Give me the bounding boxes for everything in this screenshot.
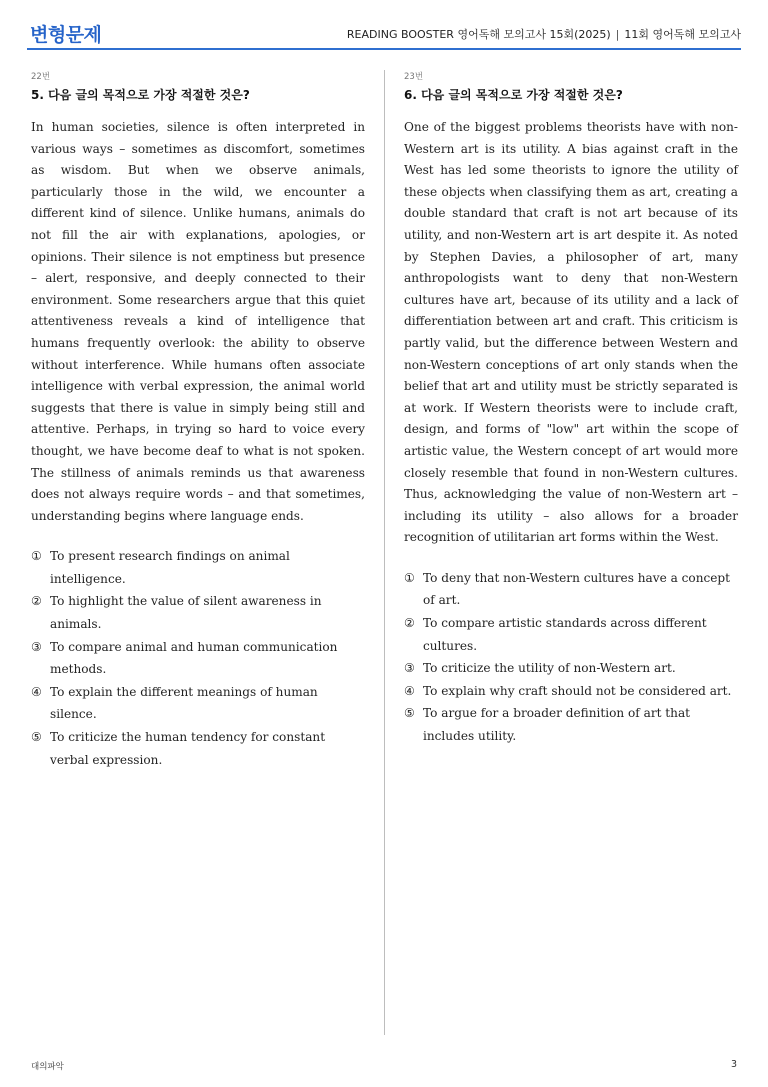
question-passage: One of the biggest problems theorists have with non-Western art is its utility. A bias against craft in the West has led some theorists to ignore the utility of these objects when classifying them as art, creating a double standard that craft is not art because of its utility, and non-Western art is art despite it. As noted by Stephen Davies, a philosopher of art, many anthropologists want to deny that non-Western cultures have art, because of its utility and a lack of differentiation between art and craft. This criticism is partly valid, but the difference between Western and non-Western conceptions of art only stands when the belief that art and utility must be strictly separated is at work. If Western theorists were to include craft, design, and forms of "low" art within the scope of artistic value, the Western concept of art would more closely resemble that found in non-Western cultures. Thus, acknowledging the value of non-Western art – including its utility – also allows for a broader recognition of utilitarian art forms within the West. xyxy=(404,120,738,545)
answer-option[interactable] xyxy=(404,567,738,612)
answer-options xyxy=(404,567,738,748)
option-mark: ③ xyxy=(31,639,42,654)
option-mark: ③ xyxy=(404,661,415,676)
option-mark: ⑤ xyxy=(404,706,415,721)
option-text: To present research findings on animal intelligence. xyxy=(50,549,290,586)
brand-title: 변형문제 xyxy=(30,24,102,46)
option-mark: ① xyxy=(404,570,415,585)
header-separator: | xyxy=(615,28,620,41)
option-mark: ① xyxy=(31,549,42,564)
footer-category: 대의파악 xyxy=(31,1062,64,1072)
option-text: To deny that non-Western cultures have a concept of art. xyxy=(423,570,731,608)
answer-option[interactable] xyxy=(31,590,365,635)
question-number-label: 23번 xyxy=(404,72,424,82)
question-block-1 xyxy=(31,70,365,771)
option-text: To explain the different meanings of human silence. xyxy=(50,684,318,722)
question-block-2 xyxy=(404,70,738,748)
page-number: 3 xyxy=(730,1059,737,1070)
option-mark: ② xyxy=(31,594,42,609)
option-text: To compare animal and human communication methods. xyxy=(50,639,338,677)
answer-option[interactable] xyxy=(31,545,365,590)
book-info xyxy=(347,26,741,42)
answer-option[interactable] xyxy=(31,681,365,726)
option-mark: ④ xyxy=(31,684,42,699)
book-title: READING BOOSTER 영어독해 모의고사 15회(2025) xyxy=(346,28,611,41)
option-text: To highlight the value of silent awareness in animals. xyxy=(50,594,322,632)
question-number-label: 22번 xyxy=(31,72,51,82)
answer-option[interactable] xyxy=(404,657,738,680)
test-label: 11회 영어독해 모의고사 xyxy=(624,28,741,41)
option-mark: ② xyxy=(404,616,415,631)
question-passage: In human societies, silence is often interpreted in various ways – sometimes as discomfort, sometimes as wisdom. But when we observe animals, particularly those in the wild, we encounter a different kind of silence. Unlike humans, animals do not fill the air with explanations, apologies, or opinions. Their silence is not emptiness but presence – alert, responsive, and deeply connected to their environment. Some researchers argue that this quiet attentiveness reveals a kind of intelligence that humans frequently overlook: the ability to observe without interference. While humans often associate intelligence with verbal expression, the animal world suggests that there is value in simply being still and attentive. Perhaps, in trying so hard to voice every thought, we have become deaf to what is not spoken. The stillness of animals reminds us that awareness does not always require words – and that sometimes, understanding begins where language ends. xyxy=(31,120,365,523)
option-text: To argue for a broader definition of art that includes utility. xyxy=(423,706,691,744)
question-title: 5. 다음 글의 목적으로 가장 적절한 것은? xyxy=(31,88,250,102)
question-title: 6. 다음 글의 목적으로 가장 적절한 것은? xyxy=(404,88,623,102)
option-text: To explain why craft should not be considered art. xyxy=(423,683,732,698)
option-text: To criticize the utility of non-Western art. xyxy=(423,661,676,676)
answer-option[interactable] xyxy=(404,680,738,703)
answer-option[interactable] xyxy=(404,612,738,657)
option-text: To criticize the human tendency for constant verbal expression. xyxy=(50,730,326,767)
answer-option[interactable] xyxy=(31,726,365,771)
column-divider xyxy=(384,70,385,1035)
option-mark: ⑤ xyxy=(31,730,42,745)
option-text: To compare artistic standards across different cultures. xyxy=(423,616,707,653)
answer-options xyxy=(31,545,365,771)
answer-option[interactable] xyxy=(31,636,365,681)
page-header xyxy=(27,18,741,50)
option-mark: ④ xyxy=(404,683,415,698)
answer-option[interactable] xyxy=(404,702,738,747)
